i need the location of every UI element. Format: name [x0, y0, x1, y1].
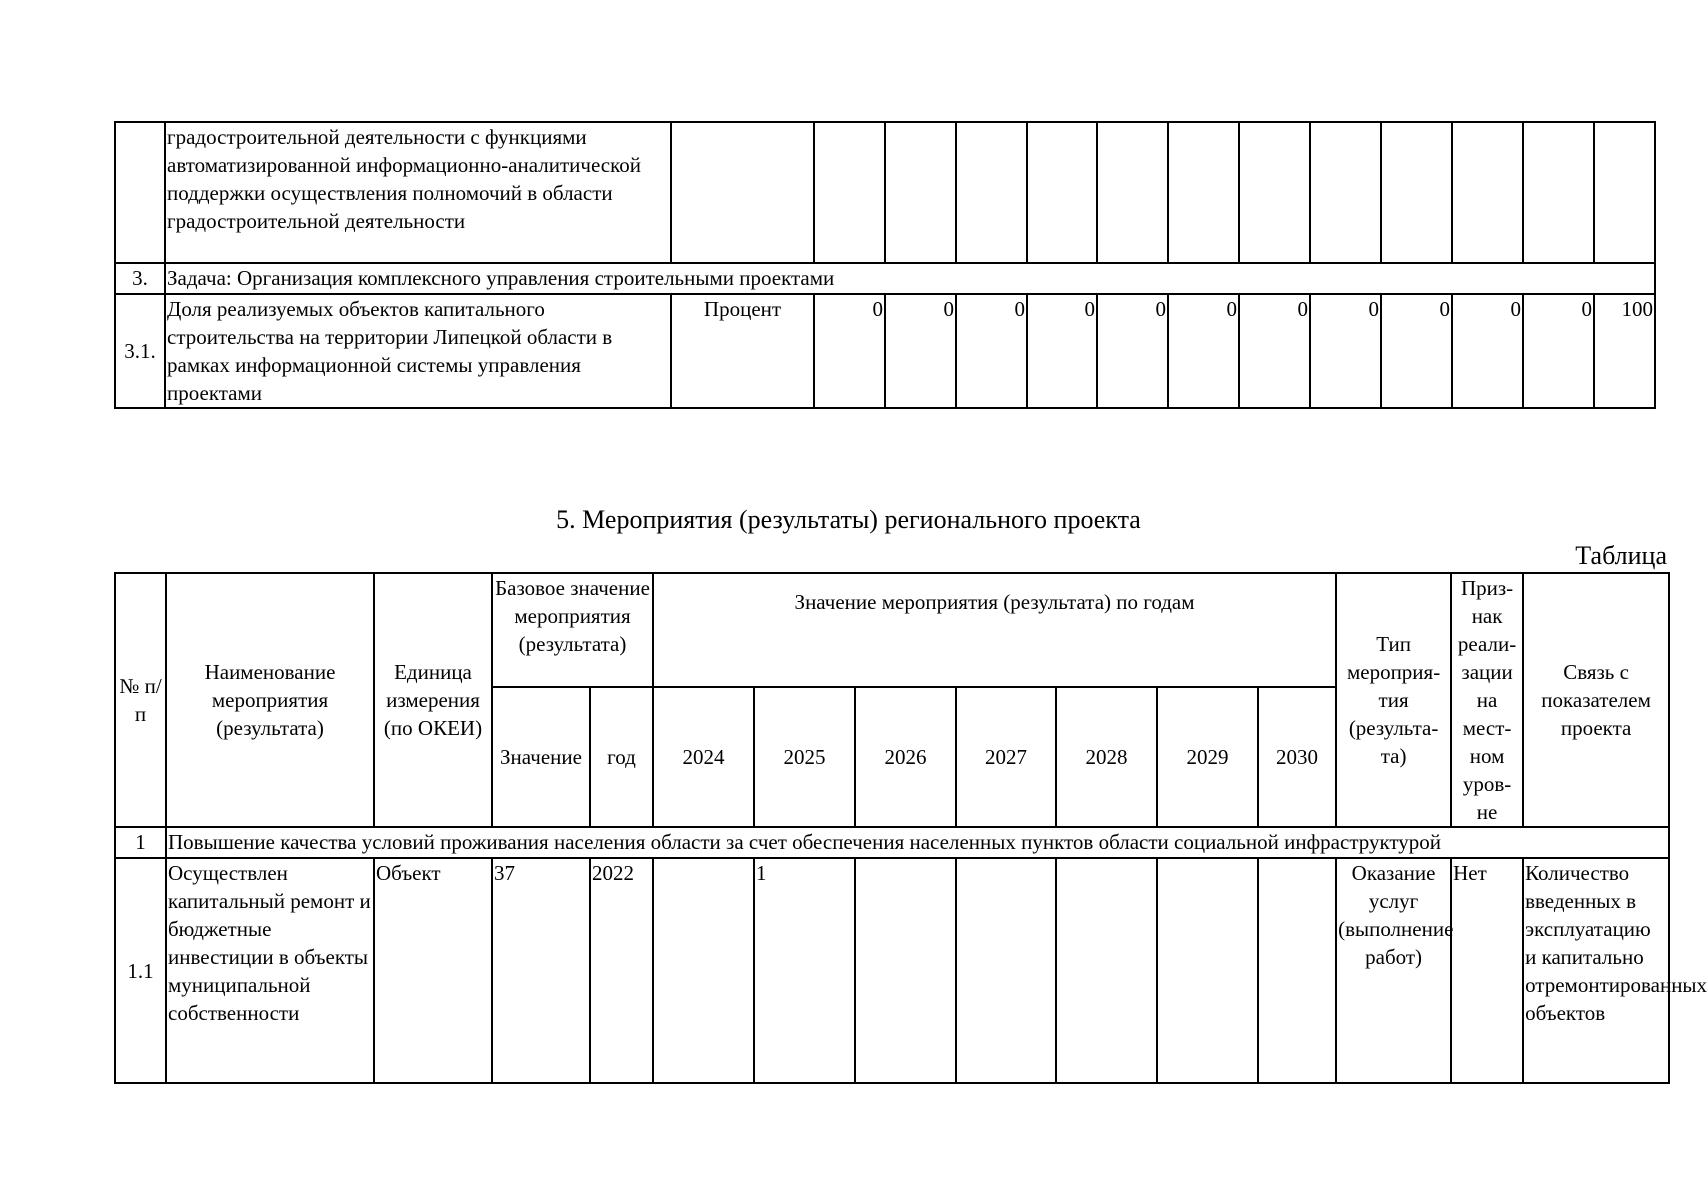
- col-header-year: 2025: [754, 687, 855, 827]
- col-header-base: Базовое значение мероприятия (результата): [492, 573, 653, 687]
- section-title: 5. Мероприятия (результаты) регионального проекта: [556, 505, 1141, 534]
- col-header-unit: Единица измерения (по ОКЕИ): [374, 573, 492, 827]
- col-header-year: 2028: [1056, 687, 1157, 827]
- value-cell: 0: [1239, 294, 1310, 408]
- col-header-name: Наименование мероприятия (результата): [166, 573, 374, 827]
- indicator-unit: Процент: [671, 294, 814, 408]
- header-row: [115, 573, 1669, 687]
- year-value: [653, 858, 754, 1083]
- value-cell: 100: [1594, 294, 1655, 408]
- col-header-years-group: Значение мероприятия (результата) по годам: [653, 573, 1336, 687]
- year-value: [855, 858, 956, 1083]
- base-year: 2022: [590, 858, 653, 1083]
- col-header-year: 2026: [855, 687, 956, 827]
- value-cell: 0: [1523, 294, 1594, 408]
- col-header-local: Приз-нак реали-зации на мест-ном уров-не: [1451, 573, 1523, 827]
- indicator-name: градостроительной деятельности с функциями автоматизированной информационно-аналитической поддержки осуществления полномочий в области градостроительной деятельности: [165, 122, 671, 263]
- value-cell: 0: [1027, 294, 1097, 408]
- table-label: Таблица: [1575, 541, 1667, 570]
- col-header-year: 2024: [653, 687, 754, 827]
- col-header-year: 2027: [956, 687, 1056, 827]
- group-row: [115, 827, 1669, 858]
- table-row: [115, 122, 1655, 263]
- year-value: 1: [754, 858, 855, 1083]
- col-header-year: 2030: [1258, 687, 1336, 827]
- col-header-base-value: Значение: [492, 687, 590, 827]
- year-value: [1258, 858, 1336, 1083]
- value-cell: 0: [1381, 294, 1452, 408]
- activity-type: Оказание услуг (выполнение работ): [1336, 858, 1451, 1083]
- task-row: [115, 263, 1655, 294]
- base-value: 37: [492, 858, 590, 1083]
- value-cell: 0: [814, 294, 885, 408]
- col-header-link: Связь с показателем проекта: [1523, 573, 1669, 827]
- indicator-name: Доля реализуемых объектов капитального строительства на территории Липецкой области в рамках информационной системы управления проектами: [165, 294, 671, 408]
- local-flag: Нет: [1451, 858, 1523, 1083]
- value-cell: 0: [956, 294, 1027, 408]
- year-value: [956, 858, 1056, 1083]
- value-cell: 0: [885, 294, 956, 408]
- row-number: 1: [115, 827, 166, 858]
- year-value: [1056, 858, 1157, 1083]
- row-number: 3.: [115, 263, 165, 294]
- task-text: Задача: Организация комплексного управления строительными проектами: [165, 263, 1655, 294]
- value-cell: 0: [1310, 294, 1381, 408]
- activity-name: Осуществлен капитальный ремонт и бюджетные инвестиции в объекты муниципальной собственности: [166, 858, 374, 1083]
- activity-unit: Объект: [374, 858, 492, 1083]
- value-cell: 0: [1168, 294, 1239, 408]
- value-cell: 0: [1097, 294, 1168, 408]
- row-number: 3.1.: [115, 294, 165, 408]
- value-cell: 0: [1452, 294, 1523, 408]
- group-text: Повышение качества условий проживания населения области за счет обеспечения населенных пунктов области социальной инфраструктурой: [166, 827, 1669, 858]
- row-number: 1.1: [115, 858, 166, 1083]
- col-header-base-year: год: [590, 687, 653, 827]
- indicators-table: [114, 121, 1656, 409]
- col-header-type: Тип мероприя-тия (результа-та): [1336, 573, 1451, 827]
- activities-table: [114, 572, 1707, 1084]
- year-value: [1157, 858, 1258, 1083]
- indicator-link: Количество введенных в эксплуатацию и капитально отремонтированных объектов: [1523, 858, 1669, 1083]
- col-header-year: 2029: [1157, 687, 1258, 827]
- table-row: [115, 858, 1669, 1083]
- row-number: [115, 122, 165, 263]
- table-row: [115, 294, 1655, 408]
- col-header-num: № п/п: [115, 573, 166, 827]
